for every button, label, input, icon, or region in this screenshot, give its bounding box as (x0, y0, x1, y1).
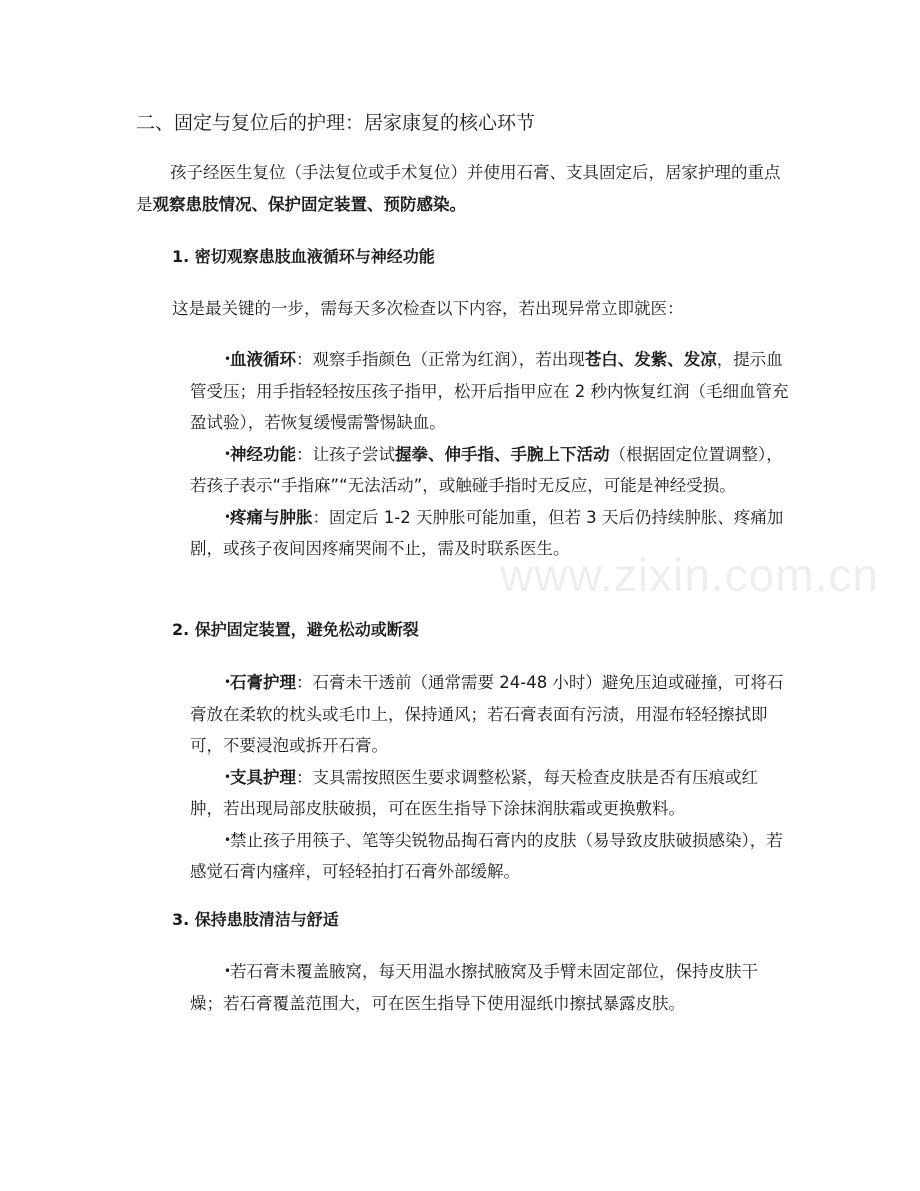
list-item (190, 344, 790, 439)
list-item (190, 439, 790, 502)
item-label: 支具护理 (230, 767, 296, 787)
item-text: 若石膏未覆盖腋窝，每天用温水擦拭腋窝及手臂未固定部位，保持皮肤干燥；若石膏覆盖范围大，可在医生指导下使用湿纸巾擦拭暴露皮肤。 (190, 962, 758, 1013)
intro-paragraph (136, 157, 788, 221)
intro-bold: 观察患肢情况、保护固定装置、预防感染。 (152, 195, 466, 214)
sub1-lead-text: 这是最关键的一步，需每天多次检查以下内容，若出现异常立即就医： (172, 299, 684, 318)
bullet: • (224, 964, 232, 978)
sub3-list (190, 956, 790, 1019)
item-text: ：观察手指颜色（正常为红润），若出现 (296, 350, 585, 369)
item-text: ：让孩子尝试 (296, 444, 395, 464)
item-label: 疼痛与肿胀 (230, 507, 313, 527)
item-bold: 苍白、发紫、发凉 (584, 350, 717, 369)
intro-text: 孩子经医生复位（手法复位或手术复位）并使用石膏、支具固定后，居家护理的重点是 (136, 163, 781, 214)
list-item (190, 825, 790, 888)
item-label: 血液循环 (230, 350, 296, 369)
item-text-2: （根据固定位置调整），若孩子表示“手指麻”“无法活动”，或触碰手指时无反应，可能是神经受损。 (190, 444, 783, 495)
item-text: ：固定后 1-2 天肿胀可能加重，但若 3 天后仍持续肿胀、疼痛加剧，或孩子夜间因疼痛哭闹不止，需及时联系医生。 (190, 507, 784, 558)
bullet: • (224, 352, 232, 366)
sub2-list (190, 667, 790, 888)
item-text: 禁止孩子用筷子、笔等尖锐物品掏石膏内的皮肤（易导致皮肤破损感染），若感觉石膏内瘙痒，可轻轻拍打石膏外部缓解。 (190, 830, 783, 881)
item-text: ：支具需按照医生要求调整松紧，每天检查皮肤是否有压痕或红肿，若出现局部皮肤破损，可在医生指导下涂抹润肤霜或更换敷料。 (190, 767, 758, 818)
item-label: 神经功能 (230, 444, 296, 464)
item-bold: 握拳、伸手指、手腕上下活动 (395, 444, 610, 464)
bullet: • (224, 832, 232, 847)
item-text: ：石膏未干透前（通常需要 24-48 小时）避免压迫或碰撞，可将石膏放在柔软的枕头或毛巾上，保持通风；若石膏表面有污渍，用湿布轻轻擦拭即可，不要浸泡或拆开石膏。 (190, 673, 784, 755)
list-item (190, 667, 790, 762)
subheading-1: 1. 密切观察患肢血液循环与神经功能 (172, 247, 435, 266)
bullet: • (224, 769, 232, 784)
subheading-3: 3. 保持患肢清洁与舒适 (172, 910, 339, 929)
list-item (190, 956, 790, 1019)
item-label: 石膏护理 (230, 673, 296, 692)
bullet: • (224, 675, 232, 689)
bullet: • (224, 509, 232, 524)
sub1-list (190, 344, 790, 565)
list-item (190, 502, 790, 565)
bullet: • (224, 446, 232, 461)
subheading-2: 2. 保护固定装置，避免松动或断裂 (172, 620, 419, 639)
item-text-2: ，提示血管受压；用手指轻轻按压孩子指甲，松开后指甲应在 2 秒内恢复红润（毛细血管充盈试验），若恢复缓慢需警惕缺血。 (190, 350, 789, 432)
list-item (190, 762, 790, 825)
section-title: 二、固定与复位后的护理：居家康复的核心环节 (136, 112, 536, 134)
watermark: www.zixin.com.cn (500, 549, 879, 601)
